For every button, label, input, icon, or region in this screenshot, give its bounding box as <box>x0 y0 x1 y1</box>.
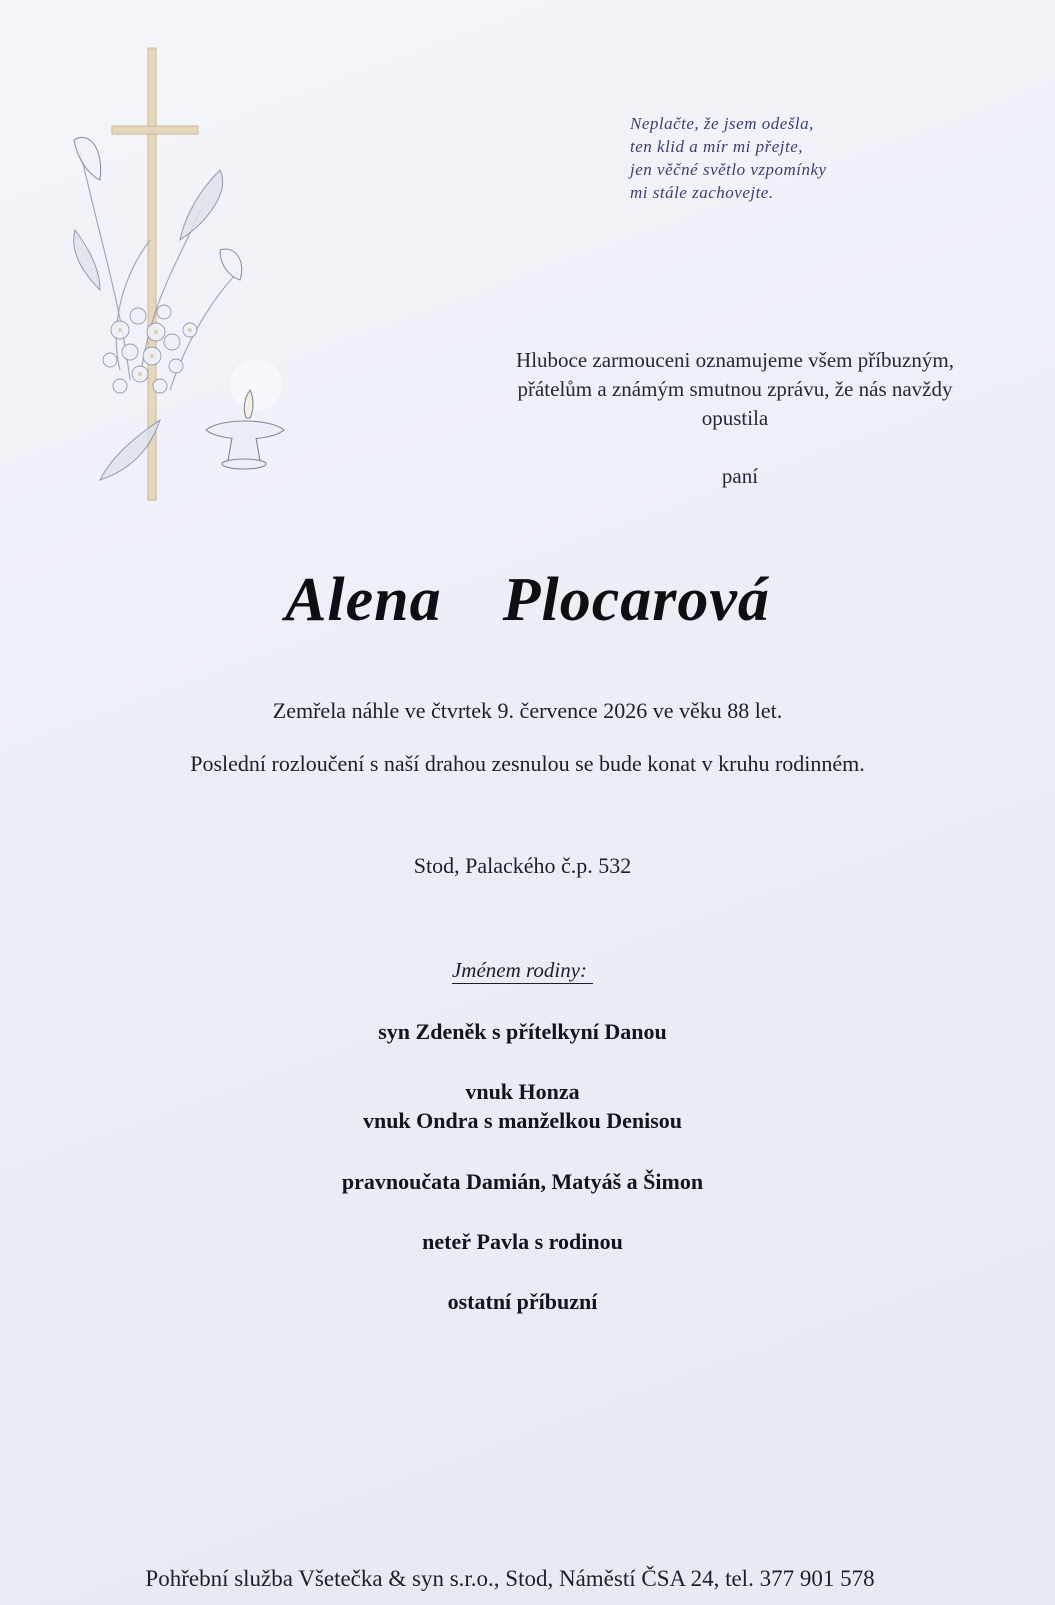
announcement-line: Hluboce zarmouceni oznamujeme všem příbuzným, <box>516 348 954 372</box>
family-heading-text: Jménem rodiny: <box>452 958 593 984</box>
mourner-line: pravnoučata Damián, Matyáš a Šimon <box>341 1169 704 1194</box>
mourner-line: neteř Pavla s rodinou <box>422 1229 623 1254</box>
family-address: Stod, Palackého č.p. 532 <box>413 853 632 878</box>
poem-line: Neplačte, že jsem odešla, <box>630 114 814 133</box>
family-heading <box>0 958 1045 983</box>
deceased-name <box>0 565 1055 636</box>
honorific: paní <box>721 464 759 488</box>
poem-line: ten klid a mír mi přejte, <box>630 137 804 156</box>
mourner-line: ostatní příbuzní <box>447 1289 598 1314</box>
announcement-line: přátelům a známým smutnou zprávu, že nás navždy <box>517 377 953 401</box>
poem-line: jen věčné světlo vzpomínky <box>630 160 827 179</box>
funeral-service-footer: Pohřební služba Všetečka & syn s.r.o., Stod, Náměstí ČSA 24, tel. 377 901 578 <box>145 1566 875 1591</box>
farewell-notice: Poslední rozloučení s naší drahou zesnulou se bude konat v kruhu rodinném. <box>190 751 865 776</box>
mourner-line: syn Zdeněk s přítelkyní Danou <box>378 1019 667 1044</box>
mourner-line: vnuk Honza <box>465 1079 580 1104</box>
cross-and-flowers-illustration <box>60 40 300 520</box>
memorial-poem <box>630 112 1010 204</box>
death-notice: Zemřela náhle ve čtvrtek 9. července 2026 ve věku 88 let. <box>272 698 783 723</box>
poem-line: mi stále zachovejte. <box>630 183 774 202</box>
announcement-line: opustila <box>701 406 769 430</box>
mourner-line: vnuk Ondra s manželkou Denisou <box>362 1108 683 1133</box>
deceased-name-text: Alena Plocarová <box>285 566 770 634</box>
announcement-text <box>440 346 1030 433</box>
